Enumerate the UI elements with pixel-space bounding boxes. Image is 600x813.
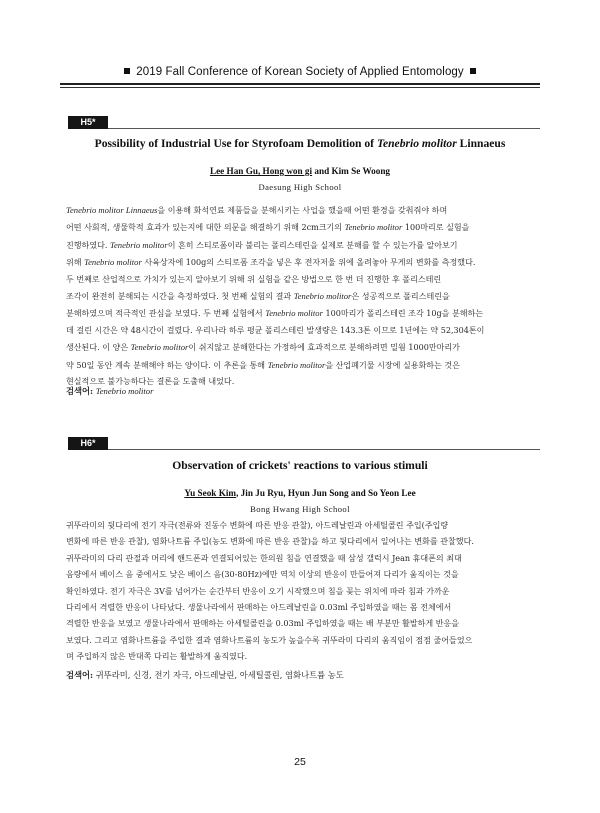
title-species-italic: Tenebrio molitor <box>376 137 457 150</box>
abstract-line: 조각이 완전히 분해되는 시간을 측정하였다. 첫 번째 실험의 결과 Tenebrio molitor은 성공적으로 폴리스테린을 <box>66 291 450 302</box>
species-name-italic: Tenebrio molitor <box>265 308 323 319</box>
title-text-suffix: Linnaeus <box>456 137 506 150</box>
species-name-italic: Tenebrio molitor <box>84 257 142 268</box>
affiliation: Bong Hwang High School <box>250 504 350 514</box>
abstract-title <box>60 137 540 150</box>
species-name-italic: Tenebrio molitor <box>130 342 189 353</box>
affiliation: Daesung High School <box>258 182 342 192</box>
conference-header <box>60 66 540 78</box>
species-name-italic: Tenebrio molitor <box>344 222 403 233</box>
species-name-italic: Tenebrio molitor <box>109 239 168 250</box>
abstract-body <box>66 202 536 390</box>
presenting-authors: Lee Han Gu, Hong won gi <box>209 166 313 176</box>
tag-rule <box>108 128 540 129</box>
abstract-line: 진행하였다. Tenebrio molitor이 흔히 스티로폼이라 불리는 폴리스테린을 실제로 분해를 할 수 있는가를 알아보기 <box>66 239 458 250</box>
abstract-line: 다리에서 격렬한 반응이 나타났다. 생물나라에서 판매하는 아드레날린을 0.03ml 주입하였을 때는 몸 전체에서 <box>66 603 452 613</box>
abstract-line: 어떤 사회적, 생물학적 효과가 있는지에 대한 의문을 해결하기 위해 2cm크기의 Tenebrio molitor 100마리로 실험을 <box>66 222 470 233</box>
species-name-italic: Tenebrio molitor <box>293 291 352 302</box>
abstract-line: 격렬한 반응을 보였고 생물나라에서 판매하는 아세틸콜린을 0.03ml 주입하였을 때는 배 부분만 활발하게 반응을 <box>66 619 460 629</box>
abstract-line: 음량에서 베이스 음 중에서도 낮은 베이스 음(30-80Hz)에만 역치 이상의 반응이 만들어져 다리가 움직이는 것을 <box>66 570 459 580</box>
conference-title: 2019 Fall Conference of Korean Society of Applied Entomology <box>136 66 464 78</box>
keywords-label: 검색어: <box>66 386 94 396</box>
abstract-line: 약 50일 동안 계속 분해해야 하는 양이다. 이 추론을 통해 Tenebrio molitor을 산업폐기물 시장에 실용화하는 것은 <box>66 359 460 370</box>
abstract-body <box>66 518 536 666</box>
abstract-line: 위해 Tenebrio molitor 사육상자에 100g의 스티로폼 조각을 넣은 후 전자저울 위에 올려놓아 무게의 변화를 측정했다. <box>66 257 476 268</box>
abstract-line: 보였다. 그리고 염화나트륨을 주입한 결과 염화나트륨의 농도가 높을수록 귀뚜라미 다리의 움직임이 점점 줄어들었으 <box>66 635 473 645</box>
abstract-line: 귀뚜라미의 다리 관절과 머리에 핸드폰과 연결되어있는 한의원 침을 연결했을 때 삼성 갤럭시 Jean 휴대폰의 최대 <box>66 553 462 563</box>
keywords-line <box>66 385 536 397</box>
abstract-line: 확인하였다. 전기 자극은 3V를 넘어가는 순간부터 반응이 오기 시작했으며 침을 꽂는 위치에 따라 침과 가까운 <box>66 586 450 596</box>
title-text: Possibility of Industrial Use for Styrofoam Demolition of <box>94 137 377 150</box>
author-list <box>60 488 540 498</box>
species-name-italic: Tenebrio molitor Linnaeus <box>66 205 158 215</box>
abstract-line: 생산된다. 이 양은 Tenebrio molitor이 쉬지않고 분해한다는 가정하에 효과적으로 분해하려면 밀웜 1000만마리가 <box>66 342 460 353</box>
square-bullet-icon <box>124 68 130 74</box>
keywords-label: 검색어: <box>66 670 94 680</box>
presenting-authors: Yu Seok Kim <box>184 488 237 498</box>
header-rule-thin <box>60 87 540 88</box>
abstract-tag: H5* <box>68 116 108 129</box>
species-name-italic: Tenebrio molitor <box>267 359 326 370</box>
abstract-line: 현실적으로 불가능하다는 결론을 도출해 내었다. <box>66 377 235 387</box>
keywords-line <box>66 669 536 681</box>
square-bullet-icon <box>470 68 476 74</box>
abstract-line: 두 번째로 산업적으로 가치가 있는지 알아보기 위해 위 실험을 같은 방법으로 한 번 더 진행한 후 폴리스테린 <box>66 274 442 284</box>
abstract-line: 데 걸린 시간은 약 48시간이 걸렸다. 우리나라 하루 평균 폴리스테린 발생량은 143.3톤 이므로 1년에는 약 52,304톤이 <box>66 325 485 335</box>
page-number: 25 <box>294 756 306 768</box>
author-list <box>60 166 540 176</box>
abstract-line: Tenebrio molitor Linnaeus을 이용해 화석연료 제품들을 분해시키는 사업을 했을때 어떤 환경을 갖춰줘야 하며 <box>66 205 448 215</box>
header-rule-thick <box>60 83 540 85</box>
keywords-value: Tenebrio molitor <box>95 386 154 396</box>
keywords-value: 귀뚜라미, 신경, 전기 자극, 아드레날린, 아세틸콜린, 염화나트륨 농도 <box>95 670 344 680</box>
tag-rule <box>108 449 540 450</box>
title-text: Observation of crickets' reactions to various stimuli <box>172 459 428 472</box>
abstract-line: 분해하였으며 적극적인 관심을 보였다. 두 번째 실험에서 Tenebrio molitor 100마리가 폴리스테린 조각 10g을 분해하는 <box>66 308 484 319</box>
abstract-line: 며 주입하지 않은 반대쪽 다리는 활발하게 움직였다. <box>66 652 248 662</box>
abstract-title <box>60 459 540 472</box>
abstract-tag: H6* <box>68 437 108 450</box>
abstract-line: 변화에 따른 반응 관찰), 염화나트륨 주입(농도 변화에 따른 반응 관찰)을 하고 뒷다리에서 일어나는 변화를 관찰했다. <box>66 537 474 547</box>
abstract-line: 귀뚜라미의 뒷다리에 전기 자극(전류와 진동수 변화에 따른 반응 관찰), 아드레날린과 아세틸콜린 주입(주입량 <box>66 521 449 530</box>
co-authors: and Kim Se Woong <box>312 166 391 176</box>
co-authors: , Jin Ju Ryu, Hyun Jun Song and So Yeon Lee <box>236 488 416 498</box>
